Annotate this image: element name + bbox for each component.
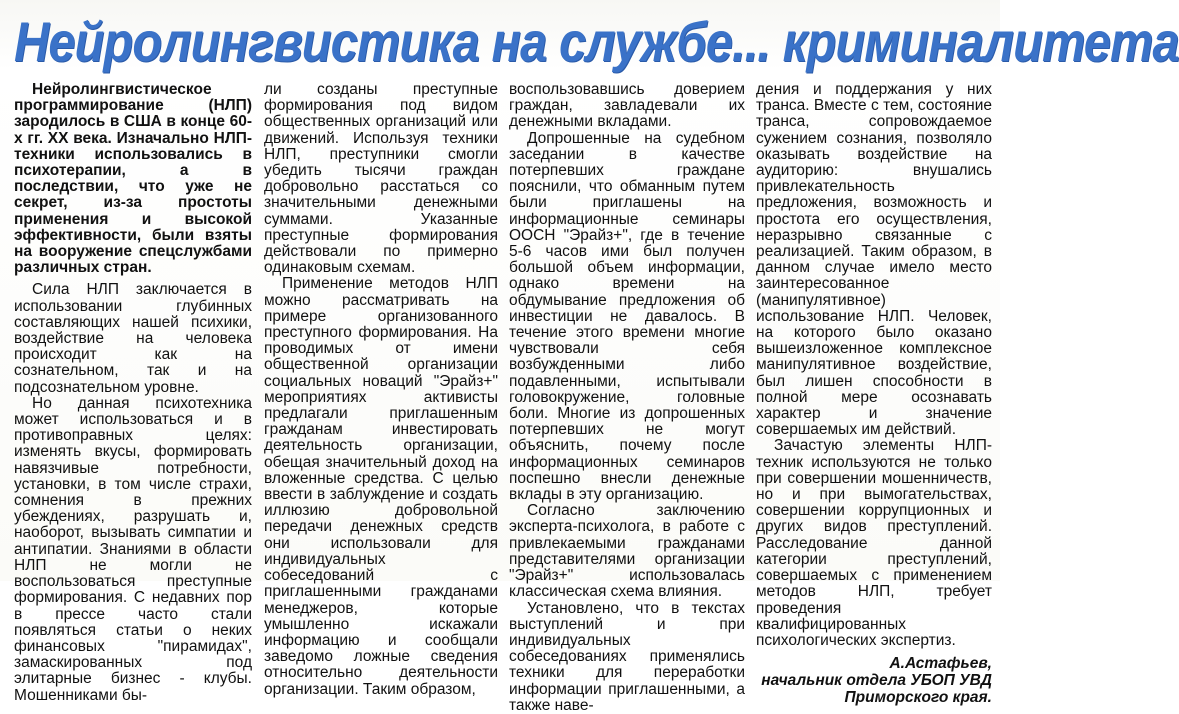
- lead-paragraph: Нейролингвистическое программирование (НЛП) зародилось в США в конце 60-х гг. XX века. Изначально НЛП-техники использовались в психотерапии, а в последствии, что уже не секрет, из-за простоты применения и высокой эффективности, были взяты на вооружение спецслужбами различных стран.: [14, 81, 252, 277]
- author-position: начальник отдела УБОП УВД: [761, 672, 992, 690]
- author-name: А.Астафьев,: [889, 655, 992, 673]
- paragraph: Зачастую элементы НЛП-техник используются не только при совершении мошенничеств, но и при вымогательствах, совершении коррупционных и других видов преступлений. Расследование данной категории преступлений, совершаемых с применением методов НЛП, требует проведения квалифицированных психологических экспертиз.: [756, 437, 992, 649]
- paragraph: Согласно заключению эксперта-психолога, в работе с привлекаемыми гражданами представителями организации "Эрайз+" использовалась классическая схема влияния.: [509, 502, 745, 601]
- column-4: [756, 81, 992, 707]
- paragraph: воспользовавшись доверием граждан, завладевали их денежными вкладами.: [509, 81, 745, 131]
- column-1: [14, 81, 252, 704]
- headline: Нейролингвистика на службе... криминалитета: [14, 10, 1179, 73]
- author-region: Приморского края.: [844, 689, 992, 707]
- author-signature: [756, 655, 992, 706]
- paragraph: Сила НЛП заключается в использовании глубинных составляющих нашей психики, воздействие на человека происходит как на сознательном, так и на подсознательном уровне.: [14, 281, 252, 396]
- article-body: [14, 81, 992, 714]
- paragraph: ли созданы преступные формирования под видом общественных организаций или движений. Используя техники НЛП, преступники смогли убедить тысячи граждан добровольно расстаться со значительными денежными суммами. Указанные преступные формирования действовали по примерно одинаковым схемам.: [264, 81, 498, 277]
- paragraph: Установлено, что в текстах выступлений и при индивидуальных собеседованиях применялись техники для переработки информации приглашенными, а также наве-: [509, 599, 745, 714]
- column-2: [264, 81, 498, 698]
- paragraph: Допрошенные на судебном заседании в качестве потерпевших граждане пояснили, что обманным путем были приглашены на информационные семинары ООСН "Эрайз+", где в течение 5-6 часов ими был получен большой объем информации, однако времени на обдумывание предложения об инвестиции не давалось. В течение этого времени многие чувствовали себя возбужденными либо подавленными, испытывали головокружение, головные боли. Многие из допрошенных потерпевших не могут объяснить, почему после информационных семинаров поспешно внесли денежные вклады в эту организацию.: [509, 129, 745, 504]
- column-3: [509, 81, 745, 714]
- paragraph: Но данная психотехника может использоваться и в противоправных целях: изменять вкусы, формировать навязчивые потребности, установки, в том числе страхи, сомнения в прежних убеждениях, разрушать и, наоборот, вызывать симпатии и антипатии. Знаниями в области НЛП не могли не воспользоваться преступные формирования. С недавних пор в прессе часто стали появляться статьи о неких финансовых "пирамидах", замаскированных под элитарные бизнес - клубы. Мошенниками бы-: [14, 394, 252, 704]
- paragraph: Применение методов НЛП можно рассматривать на примере организованного преступного формирования. На проводимых от имени общественной организации социальных новаций "Эрайз+" мероприятиях активисты предлагали приглашенным гражданам инвестировать деятельность организации, обещая значительный доход на вложенные средства. С целью ввести в заблуждение и создать иллюзию добровольной передачи денежных средств они использовали для индивидуальных собеседований с приглашенными гражданами менеджеров, которые умышленно искажали информацию и сообщали заведомо ложные сведения относительно деятельности организации. Таким образом,: [264, 275, 498, 698]
- paragraph: дения и поддержания у них транса. Вместе с тем, состояние транса, сопровождаемое сужением сознания, позволяло оказывать воздействие на аудиторию: внушались привлекательность предложения, возможность и простота его осуществления, неразрывно связанные с реализацией. Таким образом, в данном случае имело место заинтересованное (манипулятивное) использование НЛП. Человек, на которого было оказано вышеизложенное комплексное манипулятивное воздействие, был лишен способности в полной мере осознавать характер и значение совершаемых им действий.: [756, 81, 992, 439]
